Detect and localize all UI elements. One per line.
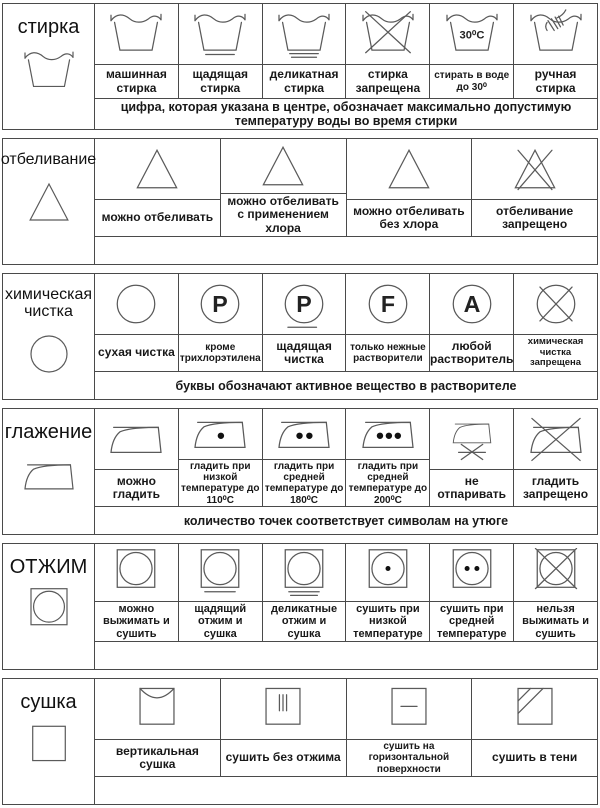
symbol-caption: можно отбеливать bbox=[101, 210, 214, 225]
spin-dry-icon bbox=[95, 544, 178, 602]
symbol-caption: сухая чистка bbox=[98, 345, 175, 360]
care-symbol-cell bbox=[262, 4, 346, 98]
care-symbol-cell bbox=[429, 409, 513, 506]
no-dry-clean-icon bbox=[514, 274, 597, 335]
tumble-medium-icon bbox=[430, 544, 513, 602]
section-bleaching bbox=[2, 138, 598, 265]
svg-text:P: P bbox=[296, 291, 312, 318]
care-symbol-cell bbox=[178, 409, 262, 506]
dry-clean-p-gentle-icon bbox=[263, 274, 346, 335]
symbol-caption: можно отбеливать с применением хлора bbox=[227, 193, 339, 235]
line-dry-icon bbox=[95, 679, 220, 740]
svg-text:F: F bbox=[380, 291, 395, 318]
symbol-caption: гладить при средней температуре до 200⁰С bbox=[348, 461, 428, 506]
symbol-caption: можно гладить bbox=[112, 473, 161, 501]
dry-flat-icon bbox=[347, 679, 472, 740]
machine-wash-icon bbox=[95, 4, 178, 65]
non-chlorine-bleach-icon bbox=[347, 139, 472, 200]
care-symbol-cell bbox=[95, 4, 178, 98]
symbol-caption: можно выжимать и сушить bbox=[103, 603, 170, 640]
wash-basin-icon bbox=[18, 47, 80, 95]
bleach-allowed-icon bbox=[95, 139, 220, 200]
section-title: глажение bbox=[4, 421, 93, 443]
iron-allowed-icon bbox=[95, 409, 178, 470]
section-dry-cleaning bbox=[2, 273, 598, 400]
section-ironing bbox=[2, 408, 598, 535]
iron-medium-icon bbox=[263, 409, 346, 460]
no-steam-icon bbox=[430, 409, 513, 470]
symbol-caption: сушить на горизонтальной поверхности bbox=[368, 741, 450, 775]
symbol-caption: сушить при низкой температуре bbox=[353, 603, 423, 640]
section-label-cell bbox=[3, 409, 95, 534]
care-symbol-cell bbox=[178, 4, 262, 98]
section-title: стирка bbox=[17, 16, 80, 38]
delicate-spin-icon bbox=[263, 544, 346, 602]
tumble-low-icon bbox=[346, 544, 429, 602]
symbol-caption: ручная стирка bbox=[534, 67, 577, 95]
symbol-caption: щадящая чистка bbox=[276, 338, 332, 366]
bleach-triangle-icon bbox=[18, 178, 80, 226]
care-symbol-cell bbox=[178, 274, 262, 371]
care-symbol-cell bbox=[429, 4, 513, 98]
care-symbol-cell bbox=[178, 544, 262, 641]
symbol-caption: вертикальная сушка bbox=[115, 743, 199, 771]
section-title: отбеливание bbox=[0, 151, 97, 168]
care-symbol-cell bbox=[220, 679, 346, 776]
symbol-caption: сушить без отжима bbox=[225, 750, 341, 765]
section-label-cell bbox=[3, 274, 95, 399]
care-symbol-cell bbox=[345, 4, 429, 98]
gentle-wash-icon bbox=[179, 4, 262, 65]
drip-dry-icon bbox=[221, 679, 346, 740]
care-symbol-cell bbox=[95, 139, 220, 236]
care-symbol-cell bbox=[513, 4, 597, 98]
care-symbol-cell bbox=[513, 409, 597, 506]
symbol-caption: кроме трихлорэтилена bbox=[179, 341, 261, 364]
delicate-wash-icon bbox=[263, 4, 346, 65]
care-symbol-cell bbox=[346, 139, 472, 236]
care-symbol-cell bbox=[345, 544, 429, 641]
iron-icon bbox=[18, 452, 80, 500]
no-wash-icon bbox=[346, 4, 429, 65]
wash-temperature-label: 30⁰С bbox=[459, 29, 485, 42]
section-title: ОТЖИМ bbox=[9, 556, 88, 578]
dry-clean-a-icon bbox=[430, 274, 513, 335]
spin-square-icon bbox=[18, 587, 80, 635]
care-symbols-chart bbox=[2, 3, 598, 805]
section-footer bbox=[95, 641, 597, 669]
section-spinning bbox=[2, 543, 598, 670]
symbol-caption: гладить запрещено bbox=[523, 473, 589, 501]
symbol-caption: гладить при низкой температуре до 110⁰С bbox=[181, 461, 260, 506]
symbol-caption: деликатная стирка bbox=[269, 67, 339, 95]
symbol-caption: сушить в тени bbox=[492, 750, 578, 765]
symbol-caption: щадящий отжим и сушка bbox=[194, 603, 247, 640]
care-symbol-cell bbox=[262, 274, 346, 371]
symbol-caption: машинная стирка bbox=[105, 67, 167, 95]
dry-shade-icon bbox=[472, 679, 597, 740]
care-symbol-cell bbox=[513, 274, 597, 371]
section-washing bbox=[2, 3, 598, 130]
section-label-cell bbox=[3, 544, 95, 669]
dry-clean-circle-icon bbox=[18, 330, 80, 378]
svg-text:A: A bbox=[463, 291, 481, 318]
svg-text:P: P bbox=[212, 291, 228, 318]
section-title: химическая чистка bbox=[4, 286, 93, 320]
section-drying bbox=[2, 678, 598, 805]
section-footer: буквы обозначают активное вещество в растворителе bbox=[95, 371, 597, 399]
care-symbol-cell bbox=[95, 409, 178, 506]
dry-clean-f-icon bbox=[346, 274, 429, 335]
symbol-caption: не отпаривать bbox=[437, 473, 507, 501]
section-label-cell bbox=[3, 679, 95, 804]
section-footer: цифра, которая указана в центре, обозначает максимально допустимую температуру воды во время стирки bbox=[95, 98, 597, 129]
symbol-caption: щадящая стирка bbox=[192, 67, 248, 95]
care-symbol-cell bbox=[262, 409, 346, 506]
section-footer: количество точек соответствует символам на утюге bbox=[95, 506, 597, 534]
care-symbol-cell bbox=[95, 544, 178, 641]
symbol-caption: деликатные отжим и сушка bbox=[271, 603, 338, 640]
symbol-caption: стирать в воде до 30⁰ bbox=[434, 70, 510, 93]
symbol-caption: отбеливание запрещено bbox=[496, 203, 574, 231]
care-symbol-cell bbox=[346, 679, 472, 776]
dry-square-icon bbox=[18, 722, 80, 770]
symbol-caption: нельзя выжимать и сушить bbox=[522, 603, 589, 640]
iron-high-icon bbox=[346, 409, 429, 460]
care-symbol-cell bbox=[220, 139, 346, 236]
care-symbol-cell bbox=[262, 544, 346, 641]
chlorine-bleach-icon bbox=[221, 139, 346, 194]
symbol-caption: стирка запрещена bbox=[355, 67, 421, 95]
care-symbol-cell bbox=[429, 274, 513, 371]
no-iron-icon bbox=[514, 409, 597, 470]
care-symbol-cell bbox=[513, 544, 597, 641]
symbol-caption: гладить при средней температуре до 180⁰С bbox=[264, 461, 344, 506]
section-footer bbox=[95, 236, 597, 264]
hand-wash-icon bbox=[514, 4, 597, 65]
no-spin-icon bbox=[514, 544, 597, 602]
care-symbol-cell bbox=[429, 544, 513, 641]
dry-clean-icon bbox=[95, 274, 178, 335]
wash-30-icon bbox=[430, 4, 513, 65]
symbol-caption: химическая чистка запрещена bbox=[527, 336, 584, 369]
care-symbol-cell bbox=[95, 274, 178, 371]
care-symbol-cell bbox=[95, 679, 220, 776]
care-symbol-cell bbox=[345, 274, 429, 371]
symbol-caption: любой растворитель bbox=[430, 338, 514, 366]
section-label-cell bbox=[0, 139, 97, 264]
gentle-spin-icon bbox=[179, 544, 262, 602]
symbol-caption: только нежные растворители bbox=[350, 341, 426, 364]
symbol-caption: сушить при средней температуре bbox=[436, 603, 507, 640]
symbol-caption: можно отбеливать без хлора bbox=[353, 203, 465, 231]
care-symbol-cell bbox=[471, 679, 597, 776]
care-symbol-cell bbox=[345, 409, 429, 506]
iron-low-icon bbox=[179, 409, 262, 460]
section-footer bbox=[95, 776, 597, 804]
care-symbol-cell bbox=[471, 139, 597, 236]
section-label-cell bbox=[3, 4, 95, 129]
section-title: сушка bbox=[20, 691, 77, 713]
dry-clean-p-icon bbox=[179, 274, 262, 335]
no-bleach-icon bbox=[472, 139, 597, 200]
